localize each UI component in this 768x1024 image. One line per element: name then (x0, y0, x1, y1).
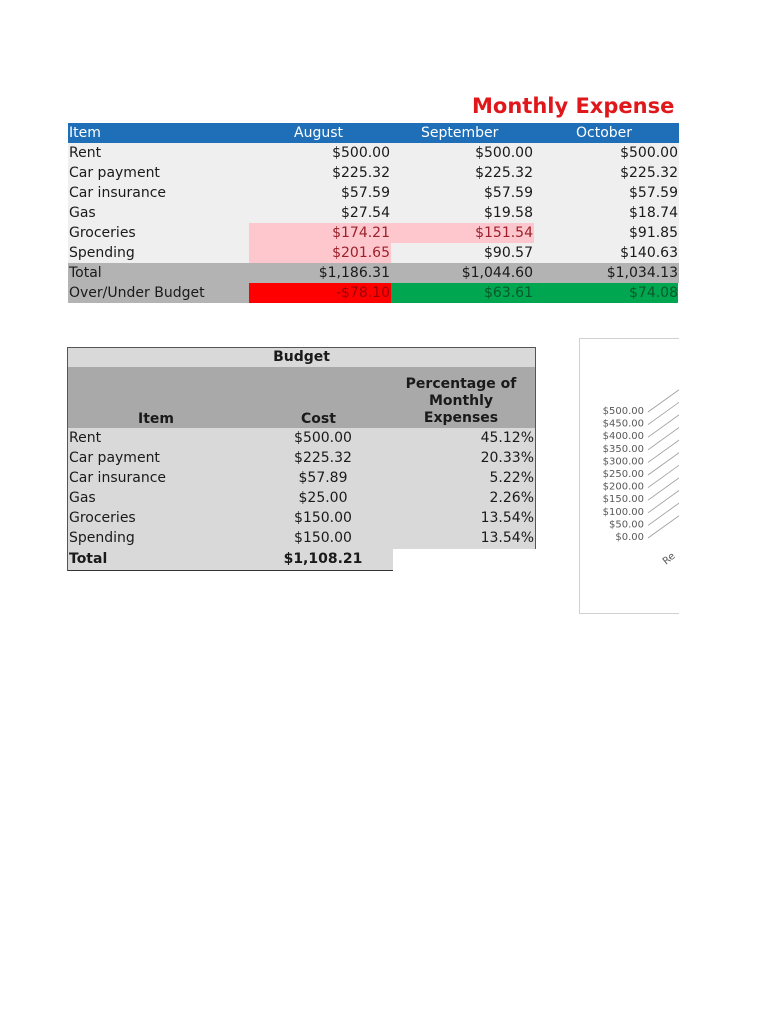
cell-october[interactable]: $57.59 (629, 185, 678, 201)
budget-cost[interactable]: $500.00 (294, 430, 352, 446)
budget-total-cost[interactable]: $1,108.21 (283, 551, 363, 567)
table-row (68, 163, 679, 183)
budget-total-label[interactable]: Total (69, 551, 108, 567)
gridline (648, 389, 679, 412)
budget-header-percentage[interactable]: Percentage of Monthly Expenses (405, 376, 517, 426)
budget-percentage[interactable]: 13.54% (480, 530, 534, 546)
budget-cost[interactable]: $150.00 (294, 510, 352, 526)
budget-percentage[interactable]: 13.54% (480, 510, 534, 526)
budget-percentage[interactable]: 20.33% (480, 450, 534, 466)
total-august[interactable]: $1,186.31 (318, 265, 390, 281)
table-row (68, 448, 536, 468)
table-row (68, 428, 536, 448)
budget-item[interactable]: Gas (69, 490, 96, 506)
budget-cost[interactable]: $150.00 (294, 530, 352, 546)
gridline (648, 427, 679, 450)
y-tick-label: $400.00 (602, 431, 644, 443)
total-october[interactable]: $1,034.13 (606, 265, 678, 281)
budget-item[interactable]: Rent (69, 430, 102, 446)
budget-percentage[interactable]: 2.26% (489, 490, 534, 506)
y-tick-label: $450.00 (602, 418, 644, 430)
row-item[interactable]: Groceries (69, 225, 136, 241)
cell-august-over-budget[interactable]: $174.21 (249, 223, 391, 243)
table-row (68, 143, 679, 163)
budget-percentage[interactable]: 5.22% (489, 470, 534, 486)
gridline (648, 452, 679, 475)
y-tick-label: $250.00 (602, 469, 644, 480)
gridline (648, 402, 679, 425)
gridline (648, 477, 679, 500)
y-tick-label: $100.00 (602, 506, 644, 518)
over-under-august[interactable]: -$78.10 (249, 283, 391, 303)
cell-september[interactable]: $57.59 (484, 185, 533, 201)
y-tick-label: $500.00 (602, 406, 644, 417)
table-row (68, 183, 679, 203)
budget-cost[interactable]: $225.32 (294, 450, 352, 466)
cell-october[interactable]: $18.74 (629, 205, 678, 221)
cell-august[interactable]: $500.00 (332, 145, 390, 161)
row-item[interactable]: Car payment (69, 165, 160, 181)
table-row (68, 203, 679, 223)
budget-column-headers (67, 367, 536, 428)
table-row (68, 508, 536, 528)
budget-item[interactable]: Car payment (69, 450, 160, 466)
budget-body (67, 428, 536, 571)
budget-item[interactable]: Car insurance (69, 470, 167, 486)
gridline (648, 490, 679, 513)
y-tick-label: $300.00 (602, 456, 644, 468)
total-row (68, 263, 679, 283)
budget-item[interactable]: Groceries (69, 510, 136, 526)
gridline (648, 502, 679, 525)
budget-cost[interactable]: $25.00 (298, 490, 348, 506)
gridline (648, 414, 679, 437)
budget-title[interactable]: Budget (67, 347, 536, 367)
cell-august[interactable]: $225.32 (332, 165, 390, 181)
header-september[interactable]: September (421, 125, 499, 141)
cell-august-over-budget[interactable]: $201.65 (249, 243, 391, 263)
header-item[interactable]: Item (69, 125, 101, 141)
cell-october[interactable]: $91.85 (629, 225, 678, 241)
gridline (648, 439, 679, 462)
over-under-label[interactable]: Over/Under Budget (68, 283, 249, 303)
table-row (68, 223, 679, 243)
row-item[interactable]: Car insurance (69, 185, 167, 201)
total-september[interactable]: $1,044.60 (461, 265, 533, 281)
table-row (68, 528, 536, 548)
header-october[interactable]: October (576, 125, 633, 141)
over-under-row (68, 283, 679, 303)
budget-total-row (68, 549, 393, 571)
cell-october[interactable]: $500.00 (620, 145, 678, 161)
table-row (68, 488, 536, 508)
cell-september[interactable]: $90.57 (484, 245, 533, 261)
row-item[interactable]: Gas (69, 205, 96, 221)
y-tick-label: $50.00 (609, 519, 644, 531)
expense-chart[interactable] (579, 338, 679, 614)
cell-august[interactable]: $27.54 (341, 205, 390, 221)
header-august[interactable]: August (294, 125, 343, 141)
cell-october[interactable]: $140.63 (620, 245, 678, 261)
over-under-september[interactable]: $63.61 (391, 283, 534, 303)
gridline (648, 515, 679, 538)
y-tick-label: $350.00 (602, 443, 644, 455)
y-tick-label: $200.00 (602, 481, 644, 493)
cell-september[interactable]: $500.00 (475, 145, 533, 161)
budget-cost[interactable]: $57.89 (298, 470, 348, 486)
chart-canvas (580, 339, 679, 615)
budget-percentage[interactable]: 45.12% (480, 430, 534, 446)
budget-empty-cell (393, 549, 538, 572)
y-tick-label: $150.00 (602, 494, 644, 506)
cell-september[interactable]: $19.58 (484, 205, 533, 221)
row-item[interactable]: Spending (69, 245, 135, 261)
y-tick-label: $0.00 (615, 532, 644, 543)
row-item[interactable]: Rent (69, 145, 102, 161)
budget-item[interactable]: Spending (69, 530, 135, 546)
x-category-label: Re (660, 550, 678, 568)
budget-header-item[interactable]: Item (138, 411, 174, 427)
budget-header-cost[interactable]: Cost (301, 411, 336, 427)
budget-table (67, 347, 536, 571)
table-row (68, 243, 679, 263)
total-label[interactable]: Total (69, 265, 102, 281)
over-under-october[interactable]: $74.08 (534, 283, 678, 303)
cell-september[interactable]: $225.32 (475, 165, 533, 181)
sheet-title: Monthly Expense (472, 94, 675, 118)
cell-september-over-budget[interactable]: $151.54 (391, 223, 534, 243)
table-row (68, 468, 536, 488)
cell-august[interactable]: $57.59 (341, 185, 390, 201)
cell-october[interactable]: $225.32 (620, 165, 678, 181)
gridline (648, 465, 679, 488)
table-header-row (68, 123, 679, 143)
